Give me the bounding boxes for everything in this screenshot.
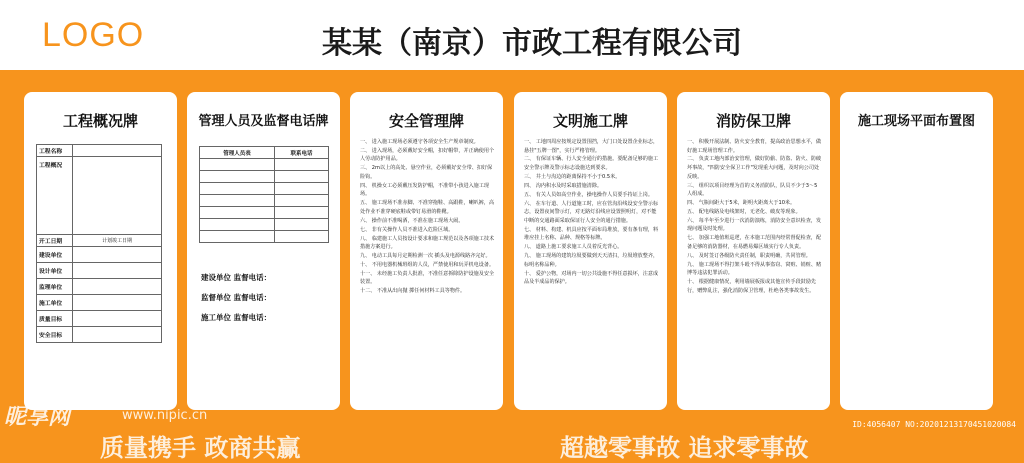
list-item: 七、 加强工地值班巡逻，在本施工范围内经常督促检查，配备足够的消防器材，在易燃易爆区域实行专人负责。 bbox=[687, 235, 822, 250]
accent-band bbox=[0, 70, 1024, 86]
list-item: 三、 2m以上的高处、悬空作业，必须戴好安全带、扣好保险钩。 bbox=[360, 165, 493, 180]
list-item: 十、 爱护公物，对场内一切公共设施不得任意损坏，注意成品及半成品的保护。 bbox=[524, 270, 659, 286]
list-item: 一、 工地四周应按规定设置围挡，大门口处设置企业标志，悬挂"五牌一图"，实行严格管理。 bbox=[524, 139, 659, 154]
list-item: 三、 井土与沟边的距离保持不小于0.5米。 bbox=[524, 173, 621, 180]
board-safety bbox=[350, 92, 503, 410]
board-title: 工程概况牌 bbox=[62, 112, 138, 130]
supervision-line: 施工单位 监督电话： bbox=[201, 313, 272, 322]
board-fire-security bbox=[677, 92, 830, 410]
table-row: 工程概况 bbox=[37, 157, 162, 235]
table-row: 管理人员表 联系电话 bbox=[200, 147, 329, 159]
board-civilized-construction bbox=[514, 92, 667, 410]
table-row bbox=[200, 231, 329, 243]
list-item: 五、 配电线路及电线架时，无老化、破皮等现象。 bbox=[687, 208, 801, 215]
watermark-url: www.nipic.cn bbox=[122, 408, 208, 423]
table-row bbox=[200, 171, 329, 183]
company-name: 某某（南京）市政工程有限公司 bbox=[322, 26, 742, 61]
board-title: 消防保卫牌 bbox=[715, 112, 791, 130]
board-title: 施工现场平面布置图 bbox=[857, 114, 975, 129]
list-item: 五、 施工现场不准赤脚、不准穿拖鞋、高跟鞋，喇叭裤，高处作业不准穿硬底鞋或带钉易滑的鞋靴。 bbox=[360, 200, 495, 215]
board-title: 管理人员及监督电话牌 bbox=[198, 114, 329, 129]
table-row bbox=[200, 195, 329, 207]
slogan-left: 质量携手 政商共赢 bbox=[100, 434, 301, 462]
list-item: 十、 根据健康情况，利用墙展板报或其他宣传手段鼓励先行，赠弊乱注，强化消防保卫管理，杜绝各类事故发生。 bbox=[687, 279, 816, 294]
safety-rules bbox=[360, 138, 495, 402]
list-item: 五、 有关人员如高空作业，操电操作人员要手持证上岗。 bbox=[524, 191, 653, 198]
list-item: 一、 进入施工现场必须遵守各项安全生产规章制度。 bbox=[360, 139, 479, 145]
list-item: 十一、 未经施工负责人批准，不准任意拆除防护设施及安全装置。 bbox=[360, 270, 495, 286]
list-item: 四、 沟内积水及时采取措施清除。 bbox=[524, 182, 603, 189]
list-item: 二、 负责工地内部治安管理，做好防偷、防盗、防火、防破坏事故，"四防安全保卫工作"发现重大问题，及时向公司处反映。 bbox=[687, 156, 822, 180]
supervision-line: 监督单位 监督电话： bbox=[201, 293, 272, 302]
list-item: 八、 临建施工人员按设计要求和施工规范以及各项施工技术措施方案进行。 bbox=[360, 235, 495, 251]
civilized-rules bbox=[524, 138, 659, 402]
list-item: 四、 气瓶间距大于5米，距明火距离大于10米。 bbox=[687, 200, 796, 207]
board-title: 安全管理牌 bbox=[388, 112, 464, 130]
table-row: 开工日期 计划竣工日期 bbox=[37, 235, 162, 247]
list-item: 四、 机操女工必须戴压发防护帽，不准带小孩进入施工现场。 bbox=[360, 182, 489, 198]
image-id: ID:4056407 NO:20201213170451020084 bbox=[852, 420, 1016, 429]
board-managers-phone bbox=[187, 92, 340, 410]
list-item: 九、 电动工具每月定期检测一次 插头及电源线路齐完好。 bbox=[360, 253, 491, 260]
table-row bbox=[200, 183, 329, 195]
table-row bbox=[200, 159, 329, 171]
header-bar bbox=[0, 0, 1024, 70]
list-item: 六、 操作前不准喝酒，不准在施工现场大闹。 bbox=[360, 217, 464, 224]
list-item: 三、 组织以项目经理为首的义务消防队，队员不少于3～5人组成。 bbox=[687, 182, 818, 198]
watermark-logo: 昵享网 bbox=[4, 405, 71, 430]
supervision-line: 建设单位 监督电话： bbox=[201, 273, 272, 282]
fire-rules bbox=[687, 138, 822, 402]
list-item: 六、 在车行道、人行道施工时，应在管沟沿线设安全警示标志，设置夜间警示灯，对无路灯沿线应设置照明灯，对不能中断的交通路面采取保证行人安全的通行措施。 bbox=[524, 200, 659, 224]
board-site-layout bbox=[840, 92, 993, 410]
table-row: 监理单位 bbox=[37, 279, 162, 295]
board-title: 文明施工牌 bbox=[552, 112, 628, 130]
table-row bbox=[200, 219, 329, 231]
list-item: 一、 积极开展法制、防火安全教育，提高政治思想水平，做好施工现场管理工作。 bbox=[687, 139, 822, 154]
managers-table bbox=[199, 146, 329, 243]
list-item: 九、 施工现场的建筑垃圾要做到天天清扫，垃圾堆放整齐，标明名称品种。 bbox=[524, 253, 659, 268]
table-row bbox=[200, 207, 329, 219]
table-row: 质量目标 bbox=[37, 311, 162, 327]
list-item: 七、 非有关操作人员不准进入危险区域。 bbox=[360, 226, 454, 233]
table-row: 工程名称 bbox=[37, 145, 162, 157]
list-item: 八、 及时签订各级防火责任制，职责明确，共同管理。 bbox=[687, 252, 811, 259]
slogan-right: 超越零事故 追求零事故 bbox=[560, 434, 809, 462]
logo: LOGO bbox=[42, 16, 145, 54]
list-item: 十二、 不准从出向抛 掷任何材料工具等物件。 bbox=[360, 288, 466, 295]
table-row: 施工单位 bbox=[37, 295, 162, 311]
board-project-overview bbox=[24, 92, 177, 410]
overview-table bbox=[36, 144, 162, 343]
list-item: 十、 不用电器机械班组的人员，严禁使用和玩弄机电设备。 bbox=[360, 261, 495, 268]
list-item: 九、 施工现场不得打架斗殴不得从事盗窃、窝赃、销赃、赌博等违法犯罪活动。 bbox=[687, 261, 822, 277]
list-item: 七、 材料、构建、机具应按平面布局堆放，要有条有理，料堆应挂上名称、品种、规格等标牌。 bbox=[524, 226, 659, 242]
table-row: 建设单位 bbox=[37, 247, 162, 263]
list-item: 二、 有保证车辆、行人安全通行的措施。要配备足够的施工安全警示牌及警示标志设施达到要求。 bbox=[524, 156, 659, 172]
list-item: 二、 进入现场，必须戴好安全帽，扣好帽带，并正确使用个人劳动防护用品。 bbox=[360, 147, 495, 163]
table-row: 设计单位 bbox=[37, 263, 162, 279]
list-item: 八、 道路上施工要求施工人员着反光背心。 bbox=[524, 244, 623, 251]
list-item: 六、 每半年至少进行一次消防演练，消防安全意识检查，发现问题及时处理。 bbox=[687, 217, 822, 233]
table-row: 安全目标 bbox=[37, 327, 162, 343]
